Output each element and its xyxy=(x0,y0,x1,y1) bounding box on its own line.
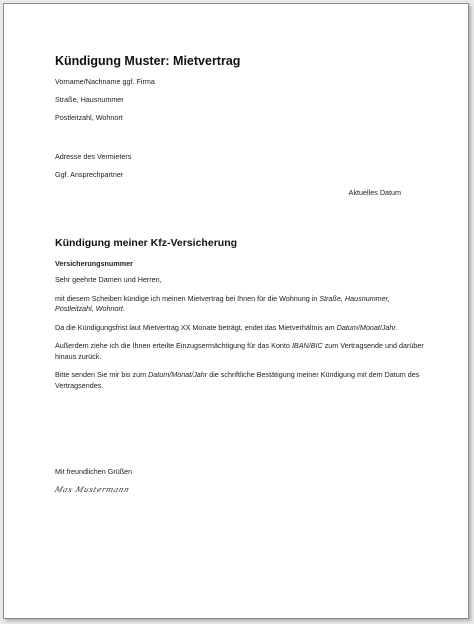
letter-page xyxy=(3,3,469,619)
salutation: Sehr geehrte Damen und Herren, xyxy=(55,275,162,284)
document-title: Kündigung Muster: Mietvertrag xyxy=(55,54,241,68)
paragraph-2: Da die Kündigungsfrist laut Mietvertrag XX Monate beträgt, endet das Mietverhältnis am Datum/Monat/Jahr. xyxy=(55,322,398,332)
paragraph-4: Bitte senden Sie mir bis zum Datum/Monat/Jahr die schriftliche Bestätigung meiner Kündigung mit dem Datum des Vertragsendes. xyxy=(55,370,420,390)
sender-block xyxy=(55,77,425,122)
recipient-block xyxy=(55,152,425,179)
recipient-contact: Ggf. Ansprechpartner xyxy=(55,170,124,179)
letter-body xyxy=(55,54,425,497)
closing-phrase: Mit freundlichen Grüßen xyxy=(55,467,133,476)
letter-subject: Kündigung meiner Kfz-Versicherung xyxy=(55,237,238,249)
paragraph-1: mit diesem Scheiben kündige ich meinen Mietvertrag bei Ihnen für die Wohnung in Straße, Hausnummer, Postleitzahl, Wohnort. xyxy=(55,293,390,313)
reference-number: Versicherungsnummer xyxy=(55,259,133,268)
signature: Max Mustermann xyxy=(53,485,131,494)
letter-date: Aktuelles Datum xyxy=(348,188,401,197)
sender-name: Vorname/Nachname ggf. Firma xyxy=(55,77,155,86)
recipient-address: Adresse des Vermieters xyxy=(55,152,132,161)
paragraph-3: Außerdem ziehe ich die Ihnen erteilte Einzugsermächtigung für das Konto IBAN/BIC zum Vertragsende und darüber hinaus zurück. xyxy=(55,341,424,361)
sender-street: Straße, Hausnummer xyxy=(55,95,124,104)
sender-city: Postleitzahl, Wohnort xyxy=(55,113,123,122)
